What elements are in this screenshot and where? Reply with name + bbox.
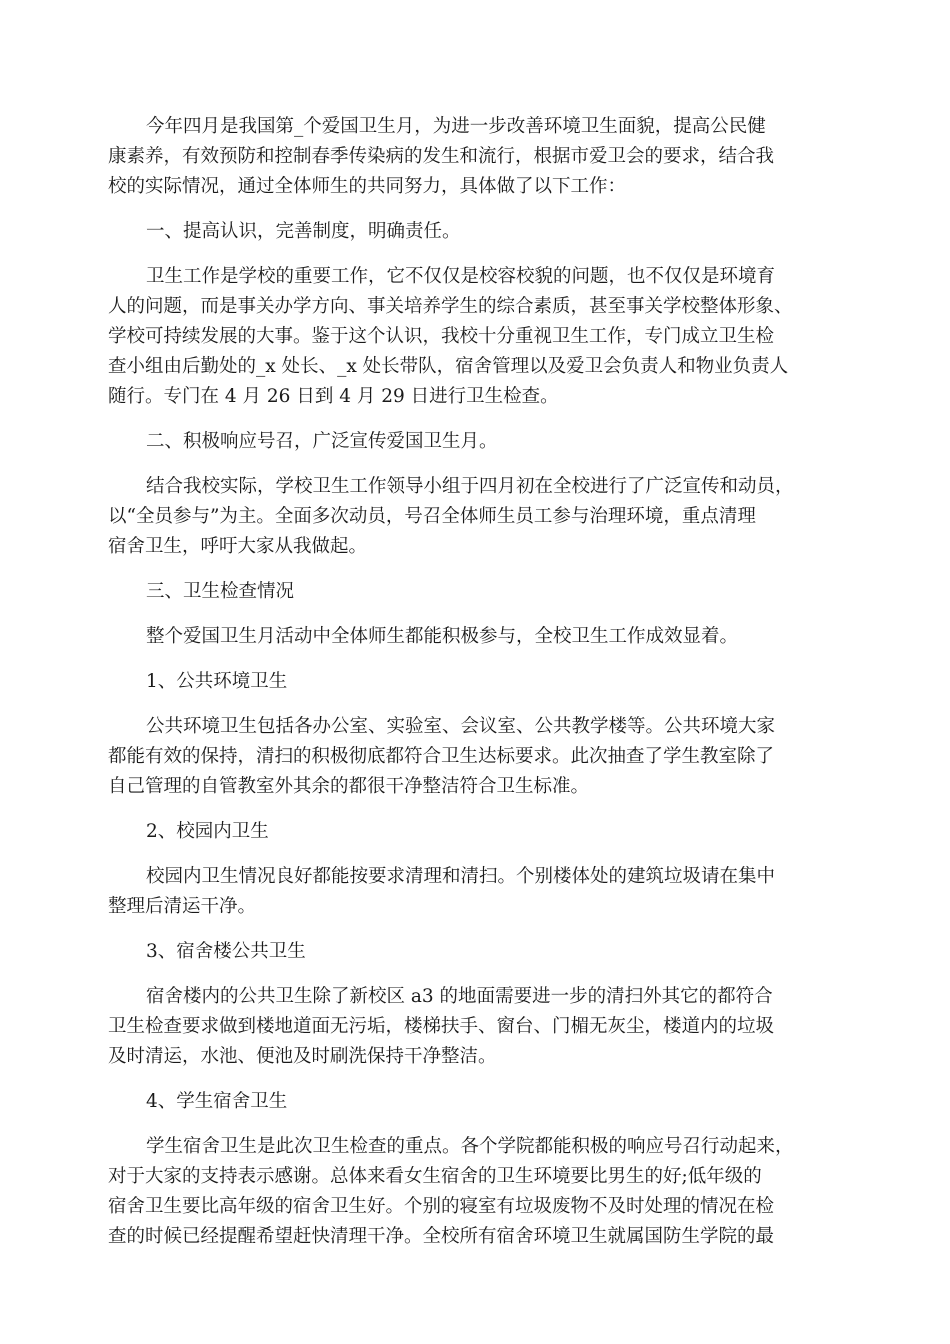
section-paragraph-1 bbox=[108, 262, 848, 412]
section-heading-3: 三、卫生检查情况 bbox=[146, 581, 295, 602]
section-paragraph-2 bbox=[108, 472, 848, 562]
section-heading-2: 二、积极响应号召，广泛宣传爱国卫生月。 bbox=[146, 431, 498, 452]
text-line: 公共环境卫生包括各办公室、实验室、会议室、公共教学楼等。公共环境大家 bbox=[146, 716, 776, 737]
text-line: 康素养，有效预防和控制春季传染病的发生和流行，根据市爱卫会的要求，结合我 bbox=[108, 146, 775, 167]
text-line: 对于大家的支持表示感谢。总体来看女生宿舍的卫生环境要比男生的好;低年级的 bbox=[108, 1166, 762, 1187]
text-line: 卫生工作是学校的重要工作，它不仅仅是校容校貌的问题，也不仅仅是环境育 bbox=[146, 266, 776, 287]
text-line: 宿舍楼内的公共卫生除了新校区 a3 的地面需要进一步的清扫外其它的都符合 bbox=[146, 986, 773, 1007]
text-line: 整个爱国卫生月活动中全体师生都能积极参与，全校卫生工作成效显着。 bbox=[146, 626, 739, 647]
text-line: 卫生检查要求做到楼地道面无污垢，楼梯扶手、窗台、门楣无灰尘，楼道内的垃圾 bbox=[108, 1016, 775, 1037]
subsection-paragraph-4 bbox=[108, 1132, 848, 1252]
text-line: 学生宿舍卫生是此次卫生检查的重点。各个学院都能积极的响应号召行动起来， bbox=[146, 1136, 794, 1157]
text-line: 查的时候已经提醒希望赶快清理干净。全校所有宿舍环境卫生就属国防生学院的最 bbox=[108, 1226, 775, 1247]
text-line: 查小组由后勤处的_x 处长、_x 处长带队，宿舍管理以及爱卫会负责人和物业负责人 bbox=[108, 356, 789, 377]
text-line: 随行。专门在 4 月 26 日到 4 月 29 日进行卫生检查。 bbox=[108, 386, 559, 407]
text-line: 自己管理的自管教室外其余的都很干净整洁符合卫生标准。 bbox=[108, 776, 590, 797]
section-paragraph-3 bbox=[108, 622, 848, 652]
subsection-paragraph-1 bbox=[108, 712, 848, 802]
text-line: 人的问题，而是事关办学方向、事关培养学生的综合素质，甚至事关学校整体形象、 bbox=[108, 296, 793, 317]
section-heading-1: 一、提高认识，完善制度，明确责任。 bbox=[146, 221, 461, 242]
subsection-paragraph-3 bbox=[108, 982, 848, 1072]
subsection-heading-3: 3、宿舍楼公共卫生 bbox=[146, 941, 306, 962]
text-line: 结合我校实际，学校卫生工作领导小组于四月初在全校进行了广泛宣传和动员， bbox=[146, 476, 794, 497]
text-line: 整理后清运干净。 bbox=[108, 896, 257, 917]
document-body bbox=[108, 112, 848, 1267]
text-line: 及时清运，水池、便池及时刷洗保持干净整洁。 bbox=[108, 1046, 497, 1067]
subsection-heading-1: 1、公共环境卫生 bbox=[146, 671, 288, 692]
text-line: 以“全员参与”为主。全面多次动员，号召全体师生员工参与治理环境，重点清理 bbox=[108, 506, 756, 527]
text-line: 宿舍卫生，呼吁大家从我做起。 bbox=[108, 536, 368, 557]
intro-paragraph bbox=[108, 112, 848, 202]
text-line: 今年四月是我国第_个爱国卫生月，为进一步改善环境卫生面貌，提高公民健 bbox=[146, 116, 766, 137]
text-line: 校园内卫生情况良好都能按要求清理和清扫。个别楼体处的建筑垃圾请在集中 bbox=[146, 866, 776, 887]
text-line: 学校可持续发展的大事。鉴于这个认识，我校十分重视卫生工作，专门成立卫生检 bbox=[108, 326, 775, 347]
subsection-heading-2: 2、校园内卫生 bbox=[146, 821, 269, 842]
text-line: 都能有效的保持，清扫的积极彻底都符合卫生达标要求。此次抽查了学生教室除了 bbox=[108, 746, 775, 767]
text-line: 校的实际情况，通过全体师生的共同努力，具体做了以下工作： bbox=[108, 176, 627, 197]
subsection-heading-4: 4、学生宿舍卫生 bbox=[146, 1091, 288, 1112]
subsection-paragraph-2 bbox=[108, 862, 848, 922]
text-line: 宿舍卫生要比高年级的宿舍卫生好。个别的寝室有垃圾废物不及时处理的情况在检 bbox=[108, 1196, 775, 1217]
